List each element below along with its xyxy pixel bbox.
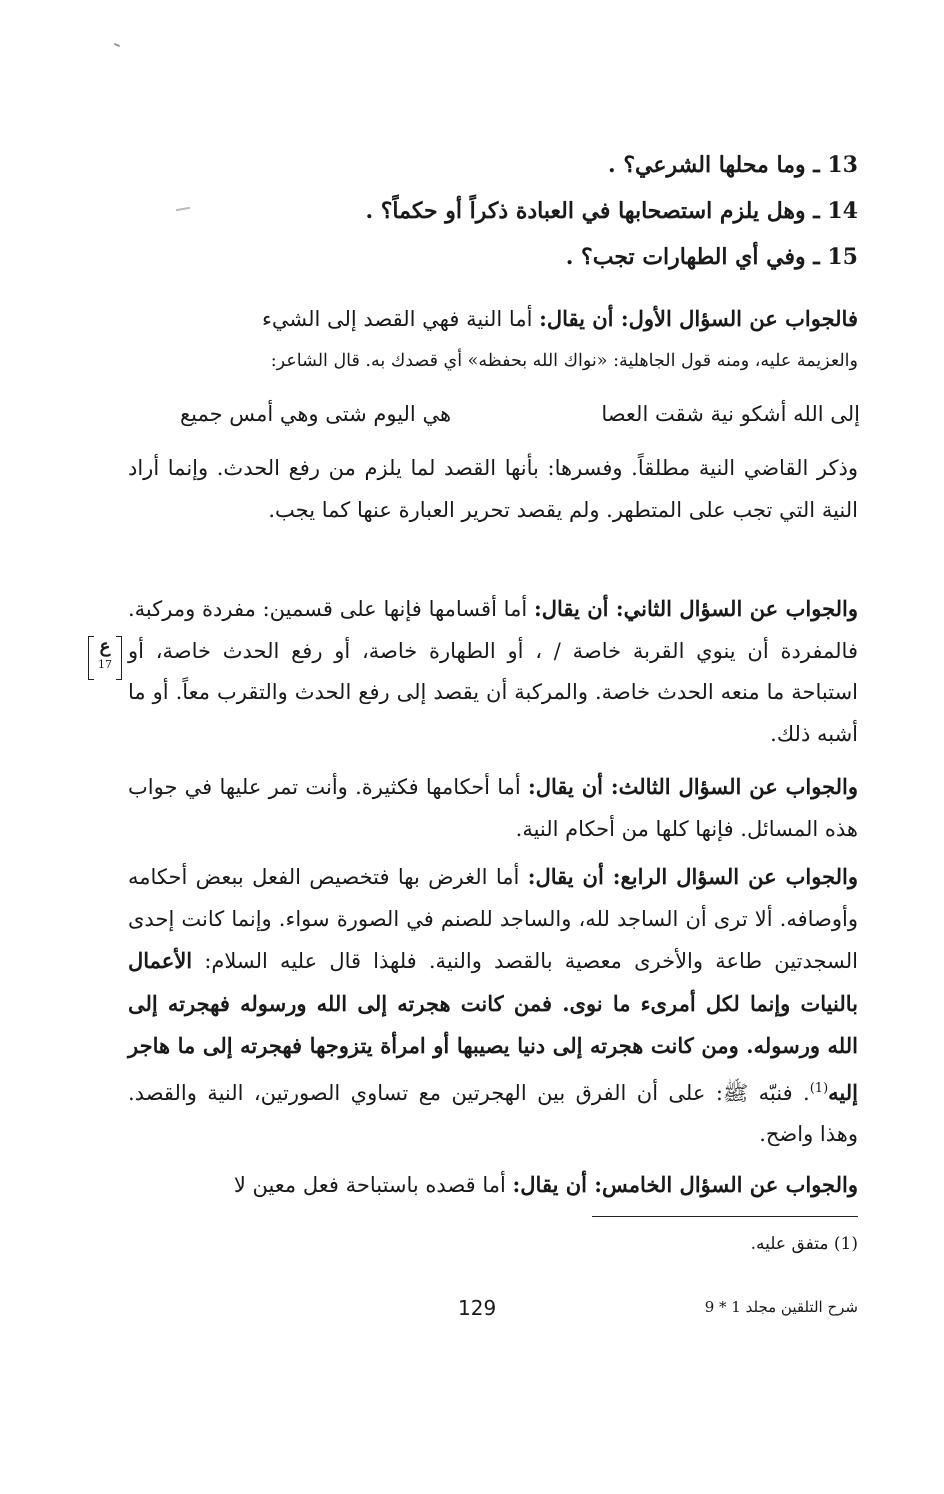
answer-1-small-text: والعزيمة عليه، ومنه قول الجاهلية: «نواك الله بحفظه» أي قصدك به. قال الشاعر: xyxy=(270,351,858,371)
answer-4-paragraph xyxy=(128,856,858,1156)
footnote-mark: (1) xyxy=(809,1080,829,1096)
answer-3-paragraph xyxy=(128,766,858,850)
scan-speck xyxy=(176,207,190,211)
answer-5-paragraph xyxy=(128,1164,858,1207)
qadi-paragraph: وذكر القاضي النية مطلقاً. وفسرها: بأنها القصد لما يلزم من رفع الحدث. وإنما أراد النية التي تجب على المتطهر. ولم يقصد تحرير العبارة عنها كما يجب. xyxy=(128,456,858,522)
answer-3-lead: والجواب عن السؤال الثالث: أن يقال: xyxy=(527,774,859,799)
poem-verse xyxy=(180,402,860,426)
margin-letter: ع xyxy=(99,636,111,657)
answer-1-paragraph xyxy=(128,298,858,341)
answer-3-text: أما أحكامها فكثيرة. وأنت تمر عليها في جواب هذه المسائل. فإنها كلها من أحكام النية. xyxy=(128,775,858,841)
page-number: 129 xyxy=(458,1296,497,1320)
answer-4-lead: والجواب عن السؤال الرابع: أن يقال: xyxy=(527,864,859,889)
answer-5-text: أما قصده باستباحة فعل معين لا xyxy=(233,1173,513,1197)
question-13: 13 ـ وما محلها الشرعي؟ . xyxy=(608,152,858,178)
margin-number: 17 xyxy=(98,658,112,671)
answer-2-lead: والجواب عن السؤال الثاني: أن يقال: xyxy=(533,596,859,621)
answer-5-lead: والجواب عن السؤال الخامس: أن يقال: xyxy=(512,1172,858,1197)
verse-first-hemistich: إلى الله أشكو نية شقت العصا xyxy=(601,402,860,426)
answer-2-paragraph xyxy=(128,588,858,755)
hadith-quote: الأعمال بالنيات وإنما لكل أمرىء ما نوى. فمن كانت هجرته إلى الله ورسوله فهجرته إلى الله ورسوله. ومن كانت هجرته إلى دنيا يصيبها أو امرأة يتزوجها فهجرته إلى ما هاجر إليه xyxy=(128,948,858,1105)
answer-4-text-2: . فنبّه ﷺ: على أن الفرق بين الهجرتين مع تساوي الصورتين، النية والقصد. وهذا واضح. xyxy=(128,1080,858,1146)
printer-signature: شرح التلقين مجلد 1 * 9 xyxy=(704,1298,858,1316)
question-15: 15 ـ وفي أي الطهارات تجب؟ . xyxy=(565,244,858,270)
verse-second-hemistich: هي اليوم شتى وهي أمس جميع xyxy=(180,402,452,426)
answer-1-lead: فالجواب عن السؤال الأول: أن يقال: xyxy=(539,306,858,331)
footnote-rule xyxy=(592,1216,858,1217)
scan-speck xyxy=(114,43,120,47)
answer-4-text-1: أما الغرض بها فتخصيص الفعل ببعض أحكامه وأوصافه. ألا ترى أن الساجد لله، والساجد للصنم في الصورة سواء. وإنما كانت إحدى السجدتين طاعة والأخرى معصية بالقصد والنية. فلهذا قال عليه السلام: xyxy=(128,865,858,973)
answer-1-text: أما النية فهي القصد إلى الشيء xyxy=(261,307,540,331)
answer-2-text: أما أقسامها فإنها على قسمين: مفردة ومركبة. فالمفردة أن ينوي القربة خاصة / ، أو الطهارة خاصة، أو رفع الحدث خاصة، أو استباحة ما منعه الحدث خاصة. والمركبة أن يقصد إلى رفع الحدث والتقرب معاً. أو ما أشبه ذلك. xyxy=(128,597,858,746)
question-14: 14 ـ وهل يلزم استصحابها في العبادة ذكراً أو حكماً؟ . xyxy=(365,198,858,224)
manuscript-margin-reference xyxy=(88,636,122,680)
footnote: (1) متفق عليه. xyxy=(750,1234,858,1254)
